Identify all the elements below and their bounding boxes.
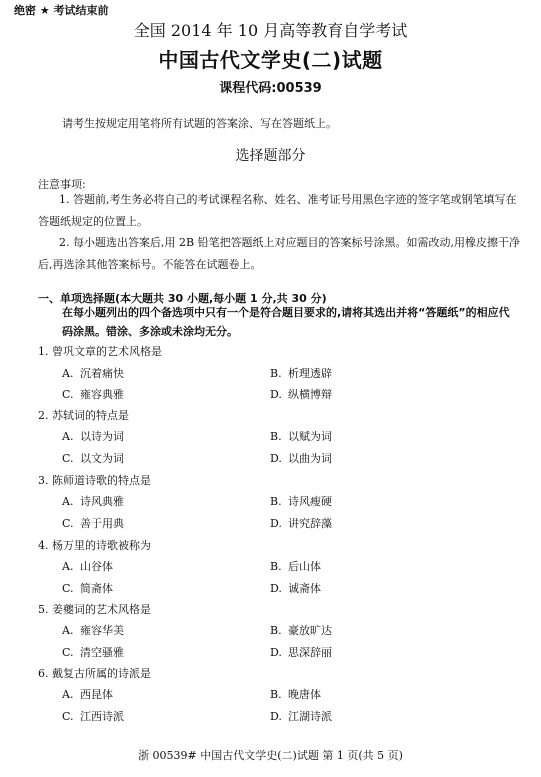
option-letter: C. [62, 452, 74, 465]
option [270, 686, 321, 702]
section-part-title: 选择题部分 [235, 148, 306, 164]
option-text: 以曲为词 [288, 452, 332, 465]
option [62, 644, 124, 660]
option-text: 沉着痛快 [80, 367, 124, 380]
question-stem: 3. 陈师道诗歌的特点是 [38, 474, 151, 487]
answer-instruction: 请考生按规定用笔将所有试题的答案涂、写在答题纸上。 [62, 117, 337, 130]
option [62, 708, 124, 724]
question-stem: 4. 杨万里的诗歌被称为 [38, 539, 151, 552]
option [62, 622, 124, 638]
option-text: 后山体 [288, 560, 321, 573]
option-text: 诚斋体 [288, 582, 321, 595]
question-stem: 2. 苏轼词的特点是 [38, 409, 129, 422]
option-letter: C. [62, 388, 74, 401]
option-text: 纵横博辩 [288, 388, 332, 401]
option [62, 558, 113, 574]
option [62, 493, 124, 509]
option-letter: C. [62, 710, 74, 723]
option-letter: A. [62, 624, 74, 637]
option-letter: B. [270, 688, 282, 701]
option-letter: B. [270, 367, 282, 380]
option-text: 山谷体 [80, 560, 113, 573]
option [62, 686, 113, 702]
option-text: 晚唐体 [288, 688, 321, 701]
option [62, 365, 124, 381]
option [270, 644, 332, 660]
notes-title: 注意事项: [38, 178, 86, 191]
option-letter: B. [270, 495, 282, 508]
option [62, 386, 124, 402]
option-text: 诗风典雅 [80, 495, 124, 508]
page-footer: 浙 00539# 中国古代文学史(二)试题 第 1 页(共 5 页) [138, 749, 403, 762]
option-text: 思深辞丽 [288, 646, 332, 659]
option [62, 450, 124, 466]
option-letter: A. [62, 688, 74, 701]
option [270, 386, 332, 402]
option-text: 清空骚雅 [80, 646, 124, 659]
section-description: 在每小题列出的四个备选项中只有一个是符合题目要求的,请将其选出并将“答题纸”的相应代码涂黑。错涂、多涂或未涂均无分。 [62, 306, 510, 338]
option-letter: D. [270, 517, 282, 530]
option-text: 江西诗派 [80, 710, 124, 723]
option [270, 622, 332, 638]
option-text: 简斋体 [80, 582, 113, 595]
option [270, 428, 332, 444]
secret-label: 绝密 ★ 考试结束前 [14, 4, 109, 17]
question-stem: 1. 曾巩文章的艺术风格是 [38, 345, 162, 358]
option-text: 善于用典 [80, 517, 124, 530]
option-letter: D. [270, 388, 282, 401]
option [270, 515, 332, 531]
option [62, 428, 124, 444]
option-text: 以文为词 [80, 452, 124, 465]
option-text: 讲究辞藻 [288, 517, 332, 530]
option-letter: B. [270, 624, 282, 637]
course-code: 课程代码:00539 [219, 81, 322, 96]
question-stem: 6. 戴复古所属的诗派是 [38, 667, 151, 680]
option-text: 析理透辟 [288, 367, 332, 380]
option [270, 580, 321, 596]
option [270, 450, 332, 466]
option-letter: D. [270, 582, 282, 595]
question-stem: 5. 姜夔词的艺术风格是 [38, 603, 151, 616]
subject-title: 中国古代文学史(二)试题 [158, 48, 383, 72]
option [270, 493, 332, 509]
option-letter: A. [62, 495, 74, 508]
option-letter: C. [62, 646, 74, 659]
option-text: 以赋为词 [288, 430, 332, 443]
note-item: 1. 答题前,考生务必将自己的考试课程名称、姓名、准考证号用黑色字迹的签字笔或钢笔填写在答题纸规定的位置上。 [38, 193, 517, 228]
option-letter: B. [270, 430, 282, 443]
option [62, 580, 113, 596]
option-text: 诗风瘦硬 [288, 495, 332, 508]
section-heading: 一、单项选择题(本大题共 30 小题,每小题 1 分,共 30 分) [38, 292, 327, 305]
option-text: 以诗为词 [80, 430, 124, 443]
option-text: 西昆体 [80, 688, 113, 701]
option [62, 515, 124, 531]
option-letter: D. [270, 646, 282, 659]
option-letter: D. [270, 710, 282, 723]
option [270, 708, 332, 724]
option-text: 江湖诗派 [288, 710, 332, 723]
option-letter: C. [62, 582, 74, 595]
note-item: 2. 每小题选出答案后,用 2B 铅笔把答题纸上对应题目的答案标号涂黑。如需改动,用橡皮擦干净后,再选涂其他答案标号。不能答在试题卷上。 [38, 236, 521, 271]
exam-title: 全国 2014 年 10 月高等教育自学考试 [133, 21, 408, 40]
option [270, 558, 321, 574]
option-text: 雍容典雅 [80, 388, 124, 401]
option-letter: A. [62, 367, 74, 380]
option-letter: B. [270, 560, 282, 573]
option-text: 雍容华美 [80, 624, 124, 637]
option-letter: A. [62, 430, 74, 443]
option [270, 365, 332, 381]
option-letter: D. [270, 452, 282, 465]
option-text: 豪放旷达 [288, 624, 332, 637]
option-letter: A. [62, 560, 74, 573]
option-letter: C. [62, 517, 74, 530]
